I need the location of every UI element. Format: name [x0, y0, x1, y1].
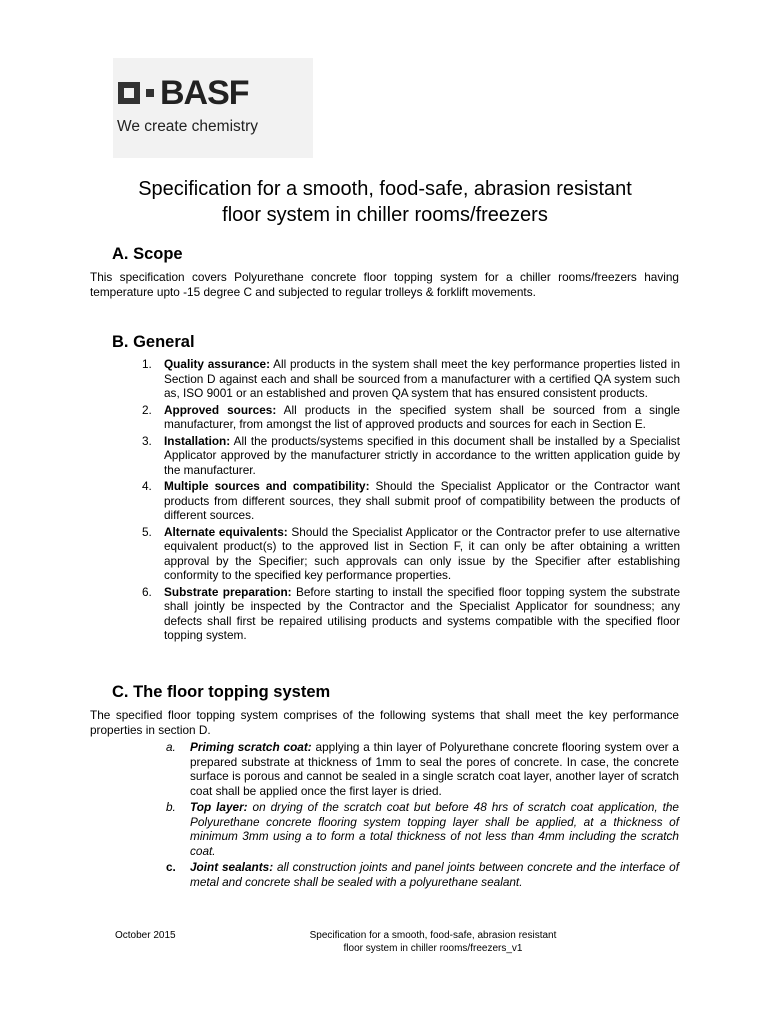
- logo-tagline: We create chemistry: [117, 118, 258, 135]
- section-c-heading: C. The floor topping system: [112, 683, 331, 701]
- logo-dot-icon: [146, 89, 154, 97]
- section-b-heading: B. General: [112, 333, 195, 351]
- footer-title: Specification for a smooth, food-safe, abrasion resistant floor system in chiller rooms/freezers_v1: [309, 930, 557, 954]
- basf-logo: [118, 74, 249, 112]
- list-item: 2. Approved sources: All products in the specified system shall be sourced from a single manufacturer, from amongst the list of approved products and sources for each in Section E.: [142, 402, 680, 431]
- list-item: 5. Alternate equivalents: Should the Specialist Applicator or the Contractor prefer to use alternative equivalent product(s) to the approved list in Section F, it can only be after obtaining a written approval by the Specifier; such approvals can only issue by the Specifier after establishing conformity to the specified key performance properties.: [142, 524, 681, 582]
- list-item: a. Priming scratch coat: applying a thin layer of Polyurethane concrete flooring system over a prepared substrate at thickness of 1mm to seal the pores of concrete. In case, the concrete surface is porous and cannot be sealed in a single scratch coat layer, another layer of scratch coat shall be applied once the first layer is dried.: [166, 740, 679, 798]
- scope-text: This specification covers Polyurethane concrete floor topping system for a chiller rooms/freezers having temperature upto -15 degree C and subjected to regular trolleys & forklift movements.: [90, 270, 679, 299]
- list-item: b. Top layer: on drying of the scratch coat but before 48 hrs of scratch coat application, the Polyurethane concrete flooring system topping layer shall be applied, at a thickness of minimum 3mm using a to form a total thickness of not less than 4mm including the scratch coat.: [166, 800, 679, 858]
- floor-system-list: [166, 740, 679, 891]
- logo-square-icon: [118, 82, 140, 104]
- list-item: 3. Installation: All the products/systems specified in this document shall be installed by a Specialist Applicator approved by the manufacturer strictly in accordance to the written application guide by the manufacturer.: [142, 433, 680, 477]
- list-item: 4. Multiple sources and compatibility: Should the Specialist Applicator or the Contractor want products from different sources, they shall submit proof of compatibility between the products of different sources.: [142, 479, 680, 522]
- section-a-heading: A. Scope: [112, 245, 183, 263]
- footer-date: October 2015: [115, 930, 176, 941]
- floor-system-intro: The specified floor topping system comprises of the following systems that shall meet the key performance properties in section D.: [90, 708, 679, 737]
- general-list: [140, 357, 680, 645]
- list-item: 1. Quality assurance: All products in the system shall meet the key performance properties listed in Section D against each and shall be sourced from a manufacturer with a certified QA system such as, ISO 9001 or an established and proven QA system that has ensured consistent products.: [142, 357, 681, 400]
- list-item: c. Joint sealants: all construction joints and panel joints between concrete and the interface of metal and concrete shall be sealed with a polyurethane sealant.: [166, 860, 679, 889]
- document-title: Specification for a smooth, food-safe, abrasion resistant floor system in chiller rooms/freezers: [138, 178, 632, 226]
- list-item: 6. Substrate preparation: Before starting to install the specified floor topping system the substrate shall jointly be inspected by the Contractor and the Specialist Applicator for soundness; any defects shall first be repaired utilising products and systems compatible with the specified floor topping system.: [142, 584, 681, 642]
- logo-wordmark: BASF: [160, 74, 249, 112]
